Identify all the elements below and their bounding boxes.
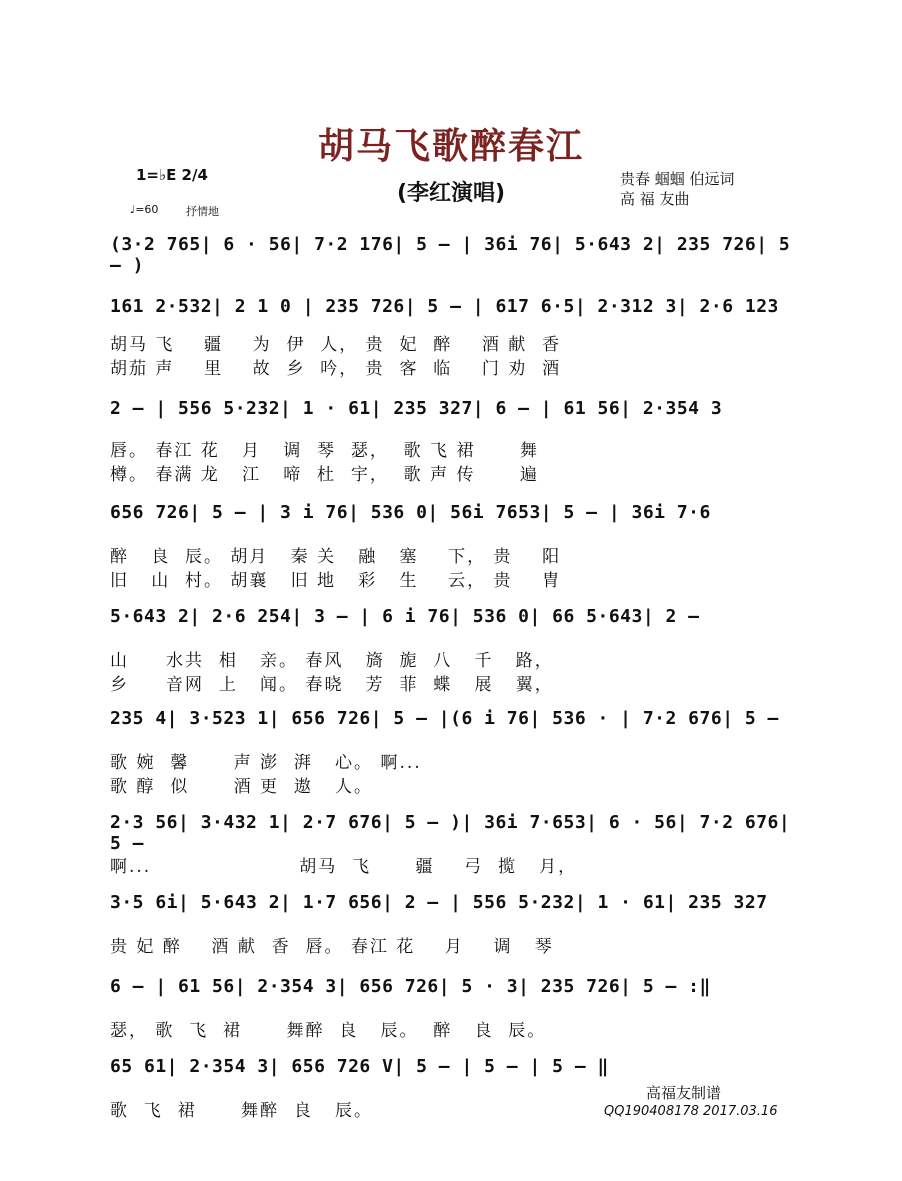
lyric-line: 旧 山 村。 胡襄 旧 地 彩 生 云， 贵 胄 bbox=[110, 571, 562, 591]
lyric-line: 醉 良 辰。 胡月 秦 关 融 塞 下， 贵 阳 bbox=[110, 547, 562, 567]
staff-notes: 3·5 6i| 5·643 2| 1·7 656| 2 – | 556 5·232| 1 · 61| 235 327 bbox=[110, 892, 768, 913]
lyric-line: 歌 飞 裙 舞醉 良 辰。 bbox=[110, 1101, 374, 1121]
song-title: 胡马飞歌醉春江 bbox=[317, 126, 584, 167]
staff-notes: 65 61| 2·354 3| 656 726 V| 5 – | 5 – | 5 – ‖ bbox=[110, 1056, 609, 1077]
key-signature: 1=♭E 2/4 bbox=[136, 166, 208, 184]
performer-subtitle: (李红演唱) bbox=[396, 181, 506, 206]
lyric-line: 唇。 春江 花 月 调 琴 瑟， 歌 飞 裙 舞 bbox=[110, 441, 539, 461]
lyric-line: 贵 妃 醉 酒 献 香 唇。 春江 花 月 调 琴 bbox=[110, 937, 554, 957]
lyric-line: 歌 醇 似 酒 更 遨 人。 bbox=[110, 777, 374, 797]
composer-credit: 高 福 友曲 bbox=[620, 190, 690, 208]
lyric-line: 山 水共 相 亲。 春风 旖 旎 八 千 路， bbox=[110, 651, 554, 671]
lyric-line: 胡茄 声 里 故 乡 吟， 贵 客 临 门 劝 酒 bbox=[110, 359, 562, 379]
tempo-mark: ♩=60 bbox=[130, 203, 159, 216]
lyricists-credit: 贵春 蝈蝈 伯远词 bbox=[620, 170, 735, 188]
lyric-line: 歌 婉 馨 声 澎 湃 心。 啊... bbox=[110, 753, 422, 773]
lyric-line: 乡 音网 上 闻。 春晓 芳 菲 蝶 展 翼， bbox=[110, 675, 554, 695]
staff-notes: 161 2·532| 2 1 0 | 235 726| 5 – | 617 6·5| 2·312 3| 2·6 123 bbox=[110, 296, 779, 317]
staff-notes: 2 – | 556 5·232| 1 · 61| 235 327| 6 – | 61 56| 2·354 3 bbox=[110, 398, 723, 419]
lyric-line: 啊... 胡马 飞 疆 弓 揽 月， bbox=[110, 857, 578, 877]
contact-info: QQ190408178 2017.03.16 bbox=[604, 1104, 778, 1119]
arranger-credit: 高福友制谱 bbox=[646, 1084, 722, 1102]
lyric-line: 胡马 飞 疆 为 伊 人， 贵 妃 醉 酒 献 香 bbox=[110, 335, 562, 355]
staff-notes: 6 – | 61 56| 2·354 3| 656 726| 5 · 3| 235 726| 5 – :‖ bbox=[110, 976, 711, 997]
staff-notes: 5·643 2| 2·6 254| 3 – | 6 i 76| 536 0| 66 5·643| 2 – bbox=[110, 606, 700, 627]
expression-mark: 抒情地 bbox=[186, 205, 219, 218]
staff-notes: 235 4| 3·523 1| 656 726| 5 – |(6 i 76| 536 · | 7·2 676| 5 – bbox=[110, 708, 779, 729]
lyric-line: 樽。 春满 龙 江 啼 杜 宇， 歌 声 传 遍 bbox=[110, 465, 539, 485]
lyric-line: 瑟， 歌 飞 裙 舞醉 良 辰。 醉 良 辰。 bbox=[110, 1021, 547, 1041]
staff-notes: (3·2 765| 6 · 56| 7·2 176| 5 – | 36i 76| 5·643 2| 235 726| 5 – ) bbox=[110, 234, 791, 276]
staff-notes: 656 726| 5 – | 3 i 76| 536 0| 56i 7653| 5 – | 36i 7·6 bbox=[110, 502, 711, 523]
staff-notes: 2·3 56| 3·432 1| 2·7 676| 5 – )| 36i 7·653| 6 · 56| 7·2 676| 5 – bbox=[110, 812, 791, 854]
